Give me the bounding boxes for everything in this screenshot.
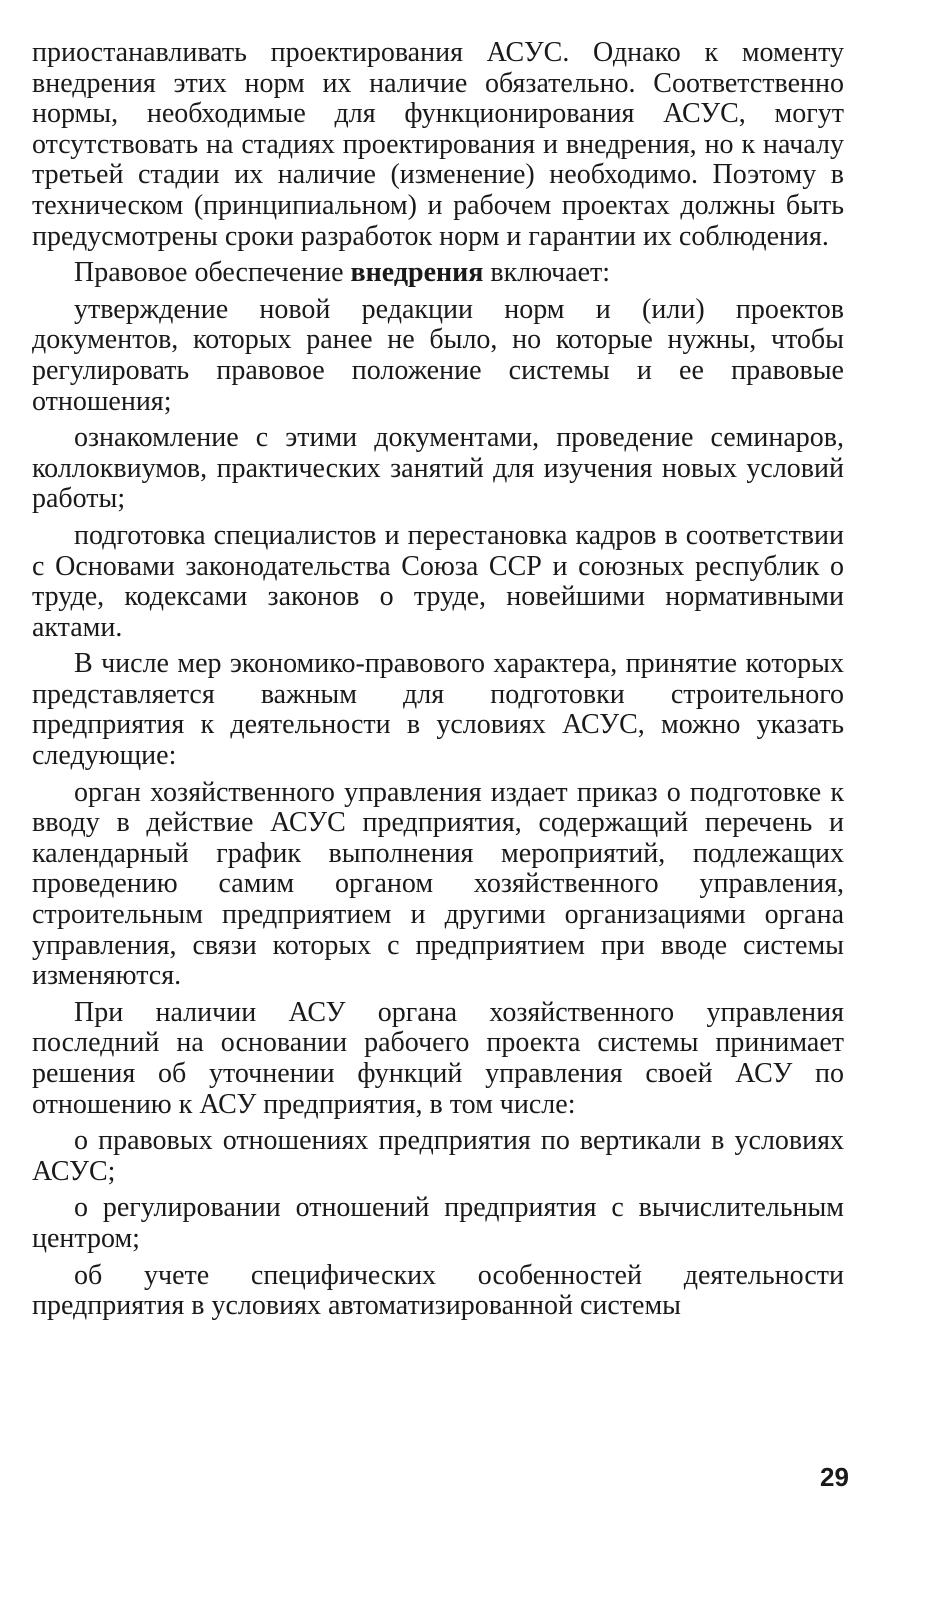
paragraph-2-bold-term: внедрения xyxy=(350,257,484,289)
paragraph-2-tail: включает: xyxy=(483,257,611,289)
paragraph-2 xyxy=(32,258,844,289)
paragraph-10: о регулировании отношений предприятия с вычислительным центром; xyxy=(32,1192,844,1254)
paragraph-4: ознакомление с этими документами, проведение семинаров, коллоквиумов, практических занятий для изучения новых условий работы; xyxy=(32,422,844,515)
paragraph-8: При наличии АСУ органа хозяйственного управления последний на основании рабочего проекта системы принимает решения об уточнении функций управления своей АСУ по отношению к АСУ предприятия, в том числе: xyxy=(32,996,844,1120)
paragraph-2-lead: Правовое обеспечение xyxy=(74,257,351,289)
paragraph-11: об учете специфических особенностей деятельности предприятия в условиях автоматизированной системы xyxy=(32,1259,844,1322)
paragraph-9: о правовых отношениях предприятия по вертикали в условиях АСУС; xyxy=(32,1125,844,1187)
body-text xyxy=(32,38,844,1328)
paragraph-1: приостанавливать проектирования АСУС. Однако к моменту внедрения этих норм их наличие обязательно. Соответственно нормы, необходимые для функционирования АСУС, могут отсутствовать на стадиях проектирования и внедрения, но к началу третьей стадии их наличие (изменение) необходимо. Поэтому в техническом (принципиальном) и рабочем проектах должны быть предусмотрены сроки разработок норм и гарантии их соблюдения. xyxy=(32,37,844,252)
paragraph-3: утверждение новой редакции норм и (или) проектов документов, которых ранее не было, но которые нужны, чтобы регулировать правовое положение системы и ее правовые отношения; xyxy=(32,293,844,417)
paragraph-6: В числе мер экономико-правового характера, принятие которых представляется важным для подготовки строительного предприятия к деятельности в условиях АСУС, можно указать следующие: xyxy=(32,648,844,772)
page-number: 29 xyxy=(820,1462,849,1492)
paragraph-5: подготовка специалистов и перестановка кадров в соответствии с Основами законодательства Союза ССР и союзных республик о труде, кодексами законов о труде, новейшими нормативными актами. xyxy=(32,519,844,643)
paragraph-7: орган хозяйственного управления издает приказ о подготовке к вводу в действие АСУС предприятия, содержащий перечень и календарный график выполнения мероприятий, подлежащих проведению самим органом хозяйственного управления, строительным предприятием и другими организациями органа управления, связи которых с предприятием при вводе системы изменяются. xyxy=(32,776,844,992)
